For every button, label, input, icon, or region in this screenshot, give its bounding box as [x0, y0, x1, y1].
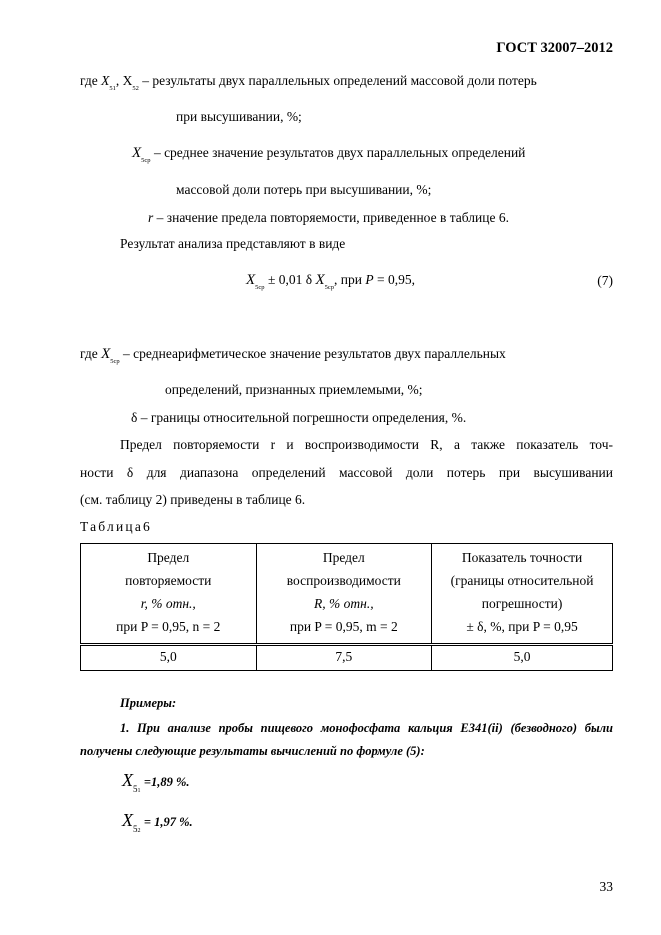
formula-number: (7) [597, 273, 613, 288]
legend-x51-x52 [80, 73, 537, 92]
example-result-1 [122, 770, 190, 794]
examples-title: Примеры: [120, 696, 177, 710]
result-value: =1,89 %. [143, 775, 190, 789]
table-row [81, 645, 613, 671]
formula-middle: ± 0,01 δ [267, 272, 313, 287]
var-x: X [132, 145, 142, 161]
var-p: P [365, 272, 374, 287]
subscript: 52 [132, 85, 139, 92]
where-label: где [80, 346, 98, 361]
legend-description: – результаты двух параллельных определений массовой доли потерь [142, 73, 537, 88]
var-x: X [315, 272, 325, 288]
var-x: X [246, 272, 256, 288]
subscript: 51 [109, 85, 116, 92]
value-repeatability: 5,0 [81, 645, 257, 671]
example-result-2 [122, 810, 193, 834]
paragraph-line: Предел повторяемости r и воспроизводимости R, а также показатель точ- [120, 437, 613, 452]
value-reproducibility: 7,5 [256, 645, 432, 671]
table-header-row [81, 544, 613, 645]
subscript: 5ср [255, 284, 265, 291]
subscript: 52 [133, 824, 141, 834]
formula-p-value: = 0,95, [376, 272, 415, 287]
legend-description-cont: определений, признанных приемлемыми, %; [165, 382, 423, 397]
subscript: 51 [133, 784, 141, 794]
legend-description: – значение предела повторяемости, приведенное в таблице 6. [156, 210, 509, 225]
legend-x5sr-2 [80, 346, 506, 363]
legend-r [148, 210, 509, 226]
var-x: X [122, 810, 133, 830]
page-number: 33 [599, 879, 613, 894]
subscript: 5ср [324, 284, 335, 291]
standard-number: ГОСТ 32007–2012 [496, 40, 613, 56]
var-r: r [148, 210, 154, 225]
legend-description-cont: массовой доли потерь при высушивании, %; [176, 182, 432, 197]
result-value: = 1,97 %. [143, 815, 193, 829]
result-intro: Результат анализа представляют в виде [120, 236, 346, 251]
paragraph-line: ности δ для диапазона определений массовой доли потерь при высушивании [80, 465, 613, 480]
var-x: X [122, 73, 133, 88]
header-repeatability: Предел повторяемости r, % отн., при P = 0,95, n = 2 [81, 544, 257, 645]
table-6 [80, 543, 613, 671]
legend-delta: δ – границы относительной погрешности определения, %. [131, 410, 467, 425]
var-x: X [101, 346, 111, 362]
paragraph-line: (см. таблицу 2) приведены в таблице 6. [80, 492, 306, 507]
example-1-line: получены следующие результаты вычислений по формуле (5): [80, 744, 425, 758]
header-accuracy: Показатель точности (границы относительной погрешности) ± δ, %, при P = 0,95 [432, 544, 613, 645]
table-caption: Таблица6 [80, 519, 152, 534]
var-x: X [101, 73, 110, 88]
subscript: 5ср [141, 157, 151, 164]
where-label: где [80, 73, 98, 88]
var-x: X [122, 770, 133, 790]
subscript: 5ср [110, 358, 120, 365]
comma: , [115, 73, 120, 88]
legend-description-cont: при высушивании, %; [176, 109, 302, 124]
formula-tail: , при [334, 272, 362, 287]
value-accuracy: 5,0 [432, 645, 613, 671]
legend-description: – среднеарифметическое значение результатов двух параллельных [123, 346, 506, 361]
legend-description: – среднее значение результатов двух параллельных определений [153, 145, 526, 160]
formula-7 [246, 272, 415, 289]
example-1-line: 1. При анализе пробы пищевого монофосфата кальция Е341(ii) (безводного) были [120, 721, 613, 735]
header-reproducibility: Предел воспроизводимости R, % отн., при P = 0,95, m = 2 [256, 544, 432, 645]
legend-x5sr [132, 145, 525, 162]
